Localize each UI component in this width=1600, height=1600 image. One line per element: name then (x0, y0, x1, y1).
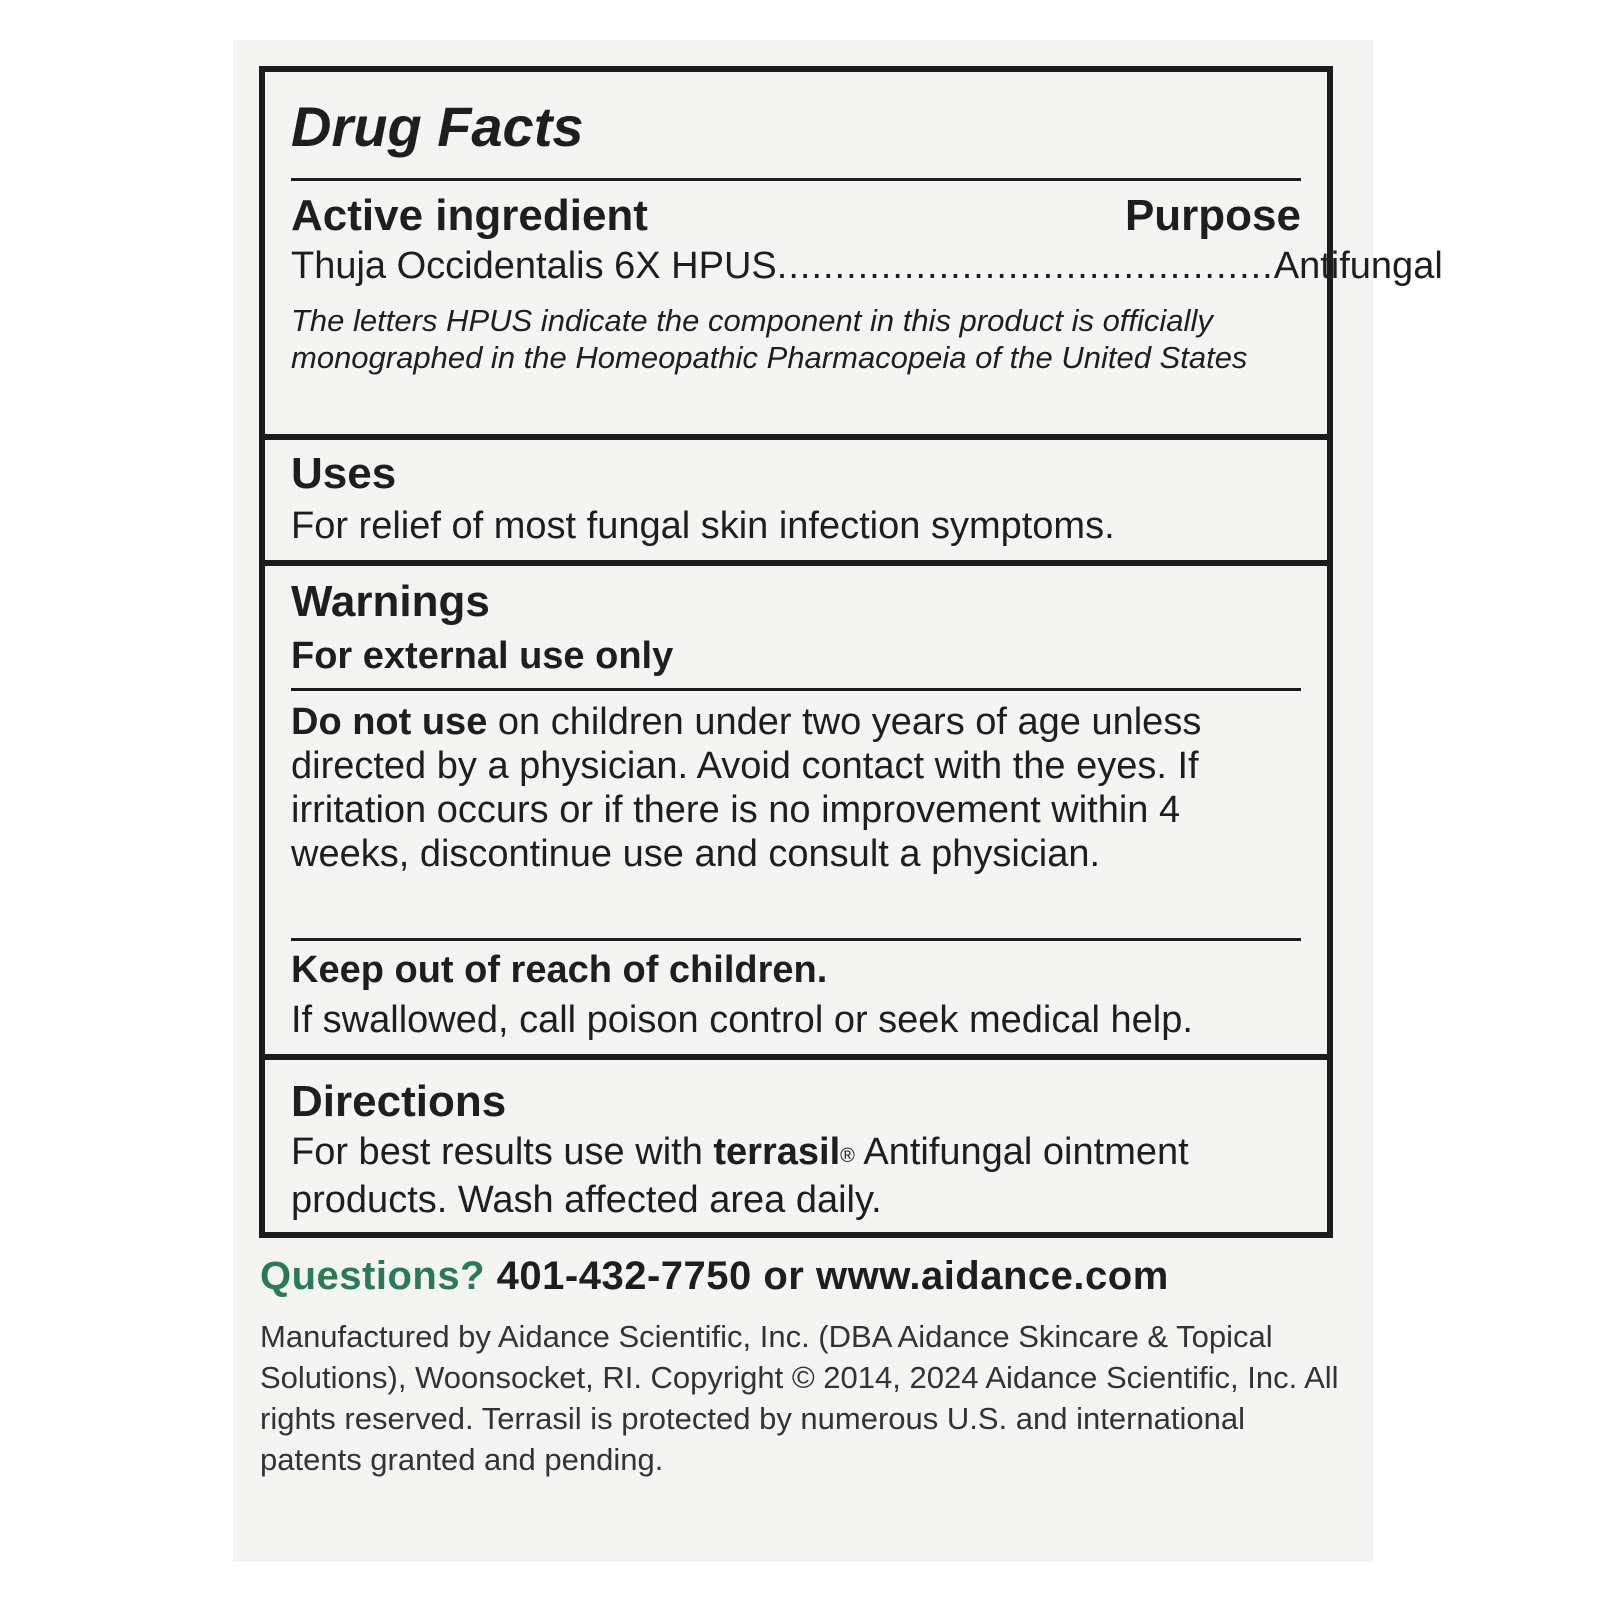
contact-info: 401-432-7750 or www.aidance.com (485, 1254, 1169, 1298)
external-use-text: For external use only (291, 635, 674, 677)
directions-post: Antifungal ointment products. Wash affected area daily. (291, 1131, 1189, 1221)
uses-section (265, 448, 1327, 548)
directions-header: Directions (291, 1077, 507, 1126)
do-not-use-details: on children under two years of age unless directed by a physician. Avoid contact with the eyes. If irritation occurs or if there is no improvement within 4 weeks, discontinue use and consult a physician. (291, 701, 1202, 875)
purpose-header: Purpose (1124, 191, 1301, 240)
directions-pre: For best results use with (291, 1131, 714, 1173)
divider (291, 178, 1301, 181)
ingredient-name: Thuja Occidentalis 6X HPUS (291, 245, 777, 287)
manufacturer-text: Manufactured by Aidance Scientific, Inc. (DBA Aidance Skincare & Topical Solutions), Woonsocket, RI. Copyright © 2014, 2024 Aidance Scientific, Inc. All rights reserved. Terrasil is protected by numerous U.S. and international patents granted and pending. (260, 1319, 1339, 1477)
divider (265, 434, 1327, 440)
keep-out-text: If swallowed, call poison control or seek medical help. (291, 999, 1193, 1041)
label-panel (233, 40, 1443, 1562)
questions-label: Questions? (260, 1254, 486, 1298)
warnings-header: Warnings (291, 577, 490, 626)
uses-text: For relief of most fungal skin infection symptoms. (291, 505, 1115, 547)
brand-name: terrasil (713, 1131, 841, 1173)
do-not-use-label: Do not use (291, 701, 488, 743)
directions-section (265, 1076, 1327, 1222)
questions-line (260, 1254, 1169, 1299)
uses-header: Uses (291, 449, 397, 498)
divider (291, 688, 1301, 691)
do-not-use-text (265, 700, 1327, 876)
keep-out-section (265, 948, 1327, 1042)
divider (265, 560, 1327, 566)
leader-dots: ........................................... (776, 245, 1274, 287)
registered-mark: ® (840, 1145, 855, 1167)
keep-out-header: Keep out of reach of children. (291, 949, 828, 991)
directions-text (291, 1130, 1301, 1222)
ingredient-purpose: Antifungal (1273, 245, 1443, 287)
warnings-section (265, 576, 1327, 678)
hpus-note: The letters HPUS indicate the component in this product is officially monographed in the Homeopathic Pharmacopeia of the United States (291, 303, 1248, 375)
drug-facts-title: Drug Facts (291, 95, 584, 158)
divider (291, 938, 1301, 941)
active-ingredient-section (265, 190, 1443, 376)
divider (265, 1054, 1327, 1060)
drug-facts-box (259, 66, 1443, 1238)
active-ingredient-header: Active ingredient (291, 191, 648, 240)
ingredient-row (291, 244, 1443, 288)
